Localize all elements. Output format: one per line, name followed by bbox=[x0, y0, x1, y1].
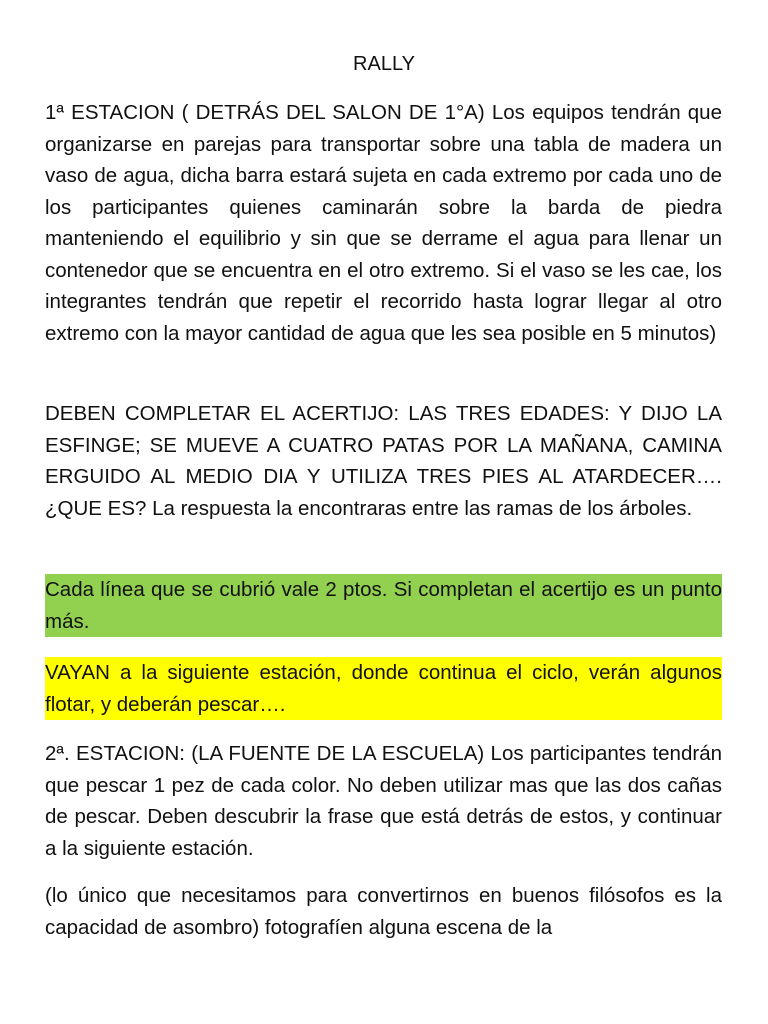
paragraph-station-1: 1ª ESTACION ( DETRÁS DEL SALON DE 1°A) Los equipos tendrán que organizarse en parejas para transportar sobre una tabla de madera un vaso de agua, dicha barra estará sujeta en cada extremo por cada uno de los participantes quienes caminarán sobre la barda de piedra manteniendo el equilibrio y sin que se derrame el agua para llenar un contenedor que se encuentra en el otro extremo. Si el vaso se les cae, los integrantes tendrán que repetir el recorrido hasta lograr llegar al otro extremo con la mayor cantidad de agua que les sea posible en 5 minutos) bbox=[45, 101, 722, 345]
paragraph-scoring-highlight: Cada línea que se cubrió vale 2 ptos. Si completan el acertijo es un punto más. bbox=[45, 574, 722, 637]
document-title: RALLY bbox=[353, 53, 415, 75]
paragraph-next-station-highlight: VAYAN a la siguiente estación, donde continua el ciclo, verán algunos flotar, y deberán pescar…. bbox=[45, 657, 722, 720]
paragraph-station-2: 2ª. ESTACION: (LA FUENTE DE LA ESCUELA) Los participantes tendrán que pescar 1 pez de cada color. No deben utilizar mas que las dos cañas de pescar. Deben descubrir la frase que está detrás de estos, y continuar a la siguiente estación. bbox=[45, 742, 722, 860]
paragraph-riddle: DEBEN COMPLETAR EL ACERTIJO: LAS TRES EDADES: Y DIJO LA ESFINGE; SE MUEVE A CUATRO PATAS POR LA MAÑANA, CAMINA ERGUIDO AL MEDIO DIA Y UTILIZA TRES PIES AL ATARDECER…. ¿QUE ES? La respuesta la encontraras entre las ramas de los árboles. bbox=[45, 402, 722, 520]
paragraph-philosophy-quote: (lo único que necesitamos para convertirnos en buenos filósofos es la capacidad de asombro) fotografíen alguna escena de la bbox=[45, 884, 722, 939]
